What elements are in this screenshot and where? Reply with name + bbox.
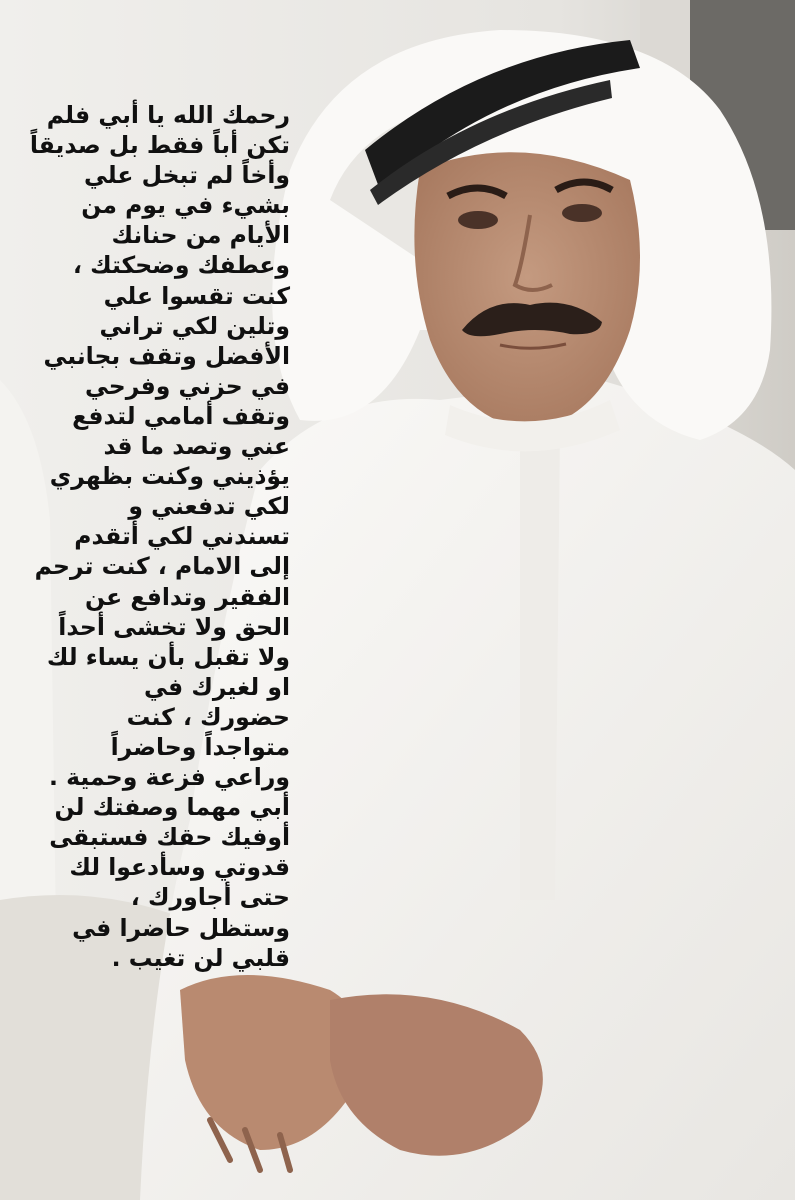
caption-line: وتلين لكي تراني bbox=[99, 311, 290, 340]
caption-line: تكن أباً فقط بل صديقاً bbox=[29, 131, 290, 160]
caption-line: قدوتي وسأدعوا لك bbox=[69, 853, 290, 882]
right-eye bbox=[562, 204, 602, 222]
caption-line: كنت تقسوا علي bbox=[103, 281, 290, 310]
caption-line: وراعي فزعة وحمية . bbox=[49, 763, 290, 792]
caption-line: عني وتصد ما قد bbox=[103, 432, 290, 461]
caption-line: الأفضل وتقف بجانبي bbox=[43, 341, 290, 370]
caption-line: الفقير وتدافع عن bbox=[85, 582, 290, 611]
left-eye bbox=[458, 211, 498, 229]
caption-text-overlay bbox=[28, 100, 290, 973]
caption-line: قلبي لن تغيب . bbox=[111, 943, 290, 972]
caption-line: او لغيرك في bbox=[143, 672, 290, 701]
caption-line: إلى الامام ، كنت ترحم bbox=[34, 552, 290, 581]
caption-line: ولا تقبل بأن يساء لك bbox=[46, 642, 290, 671]
caption-line: وتقف أمامي لتدفع bbox=[72, 401, 290, 430]
caption-line: تسندني لكي أتقدم bbox=[74, 522, 290, 551]
caption-line: بشيء في يوم من bbox=[81, 191, 290, 220]
caption-line: في حزني وفرحي bbox=[84, 371, 290, 400]
caption-line: حتى أجاورك ، bbox=[130, 883, 290, 912]
caption-line: حضورك ، كنت bbox=[126, 702, 290, 731]
caption-line: يؤذيني وكنت بظهري bbox=[49, 462, 290, 491]
caption-line: وستظل حاضرا في bbox=[72, 913, 290, 942]
caption-line: متواجداً وحاضراً bbox=[110, 732, 290, 761]
caption-line: لكي تدفعني و bbox=[128, 492, 290, 521]
caption-line: أوفيك حقك فستبقى bbox=[49, 823, 290, 852]
caption-line: أبي مهما وصفتك لن bbox=[54, 793, 290, 822]
caption-line: الأيام من حنانك bbox=[111, 221, 290, 250]
caption-line: الحق ولا تخشى أحداً bbox=[58, 612, 290, 641]
caption-line: وعطفك وضحكتك ، bbox=[72, 251, 290, 280]
caption-line: وأخاً لم تبخل علي bbox=[84, 161, 290, 190]
thobe-placket bbox=[520, 430, 560, 900]
caption-line: رحمك الله يا أبي فلم bbox=[46, 101, 290, 129]
